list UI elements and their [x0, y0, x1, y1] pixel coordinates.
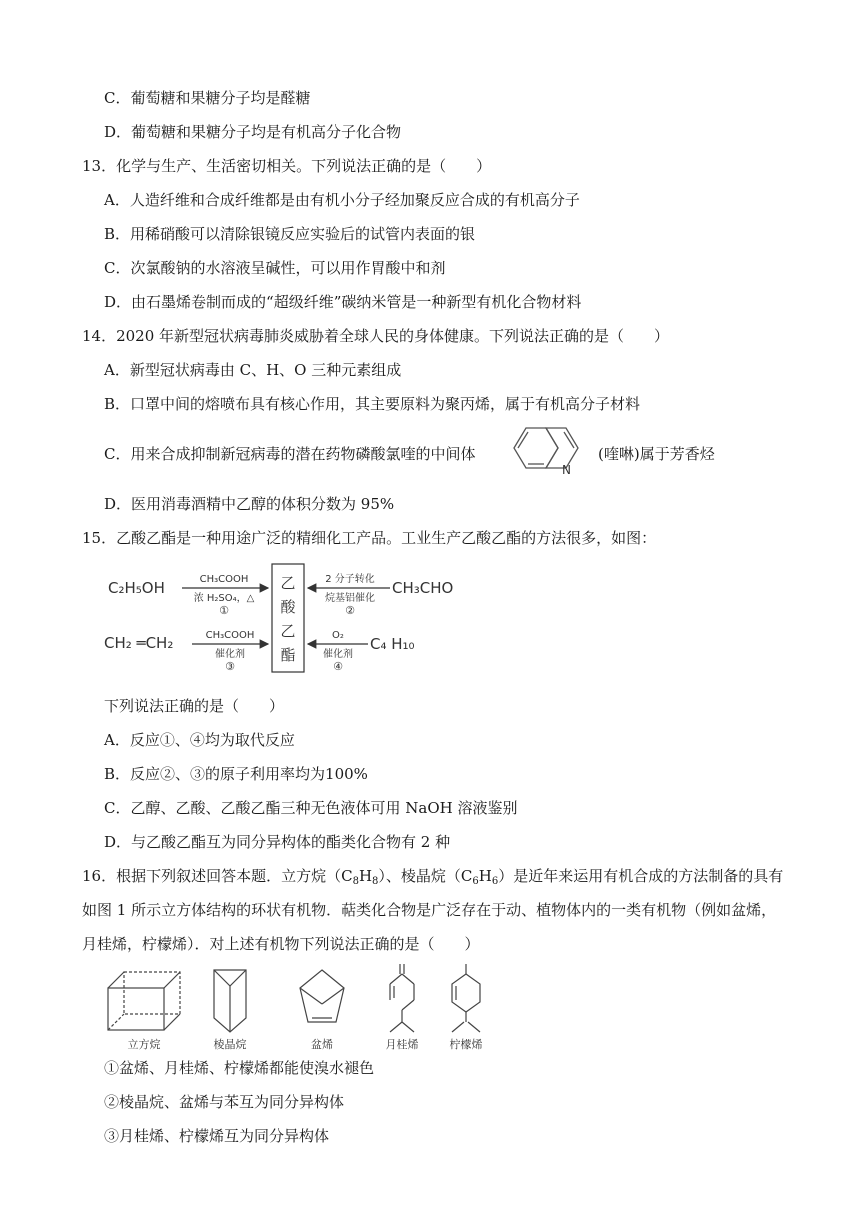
arrow-2-top: 2 分子转化	[325, 574, 375, 585]
arrow-1-top: CH₃COOH	[199, 574, 249, 585]
q15-option-d: D．与乙酸乙酯互为同分异构体的酯类化合物有 2 种	[104, 833, 451, 851]
q15-stem: 15．乙酸乙酯是一种用途广泛的精细化工产品。工业生产乙酸乙酯的方法很多，如图：	[82, 529, 657, 547]
q16-statement-2: ②棱晶烷、盆烯与苯互为同分异构体	[104, 1093, 345, 1111]
q16-stem-line-1: 16．根据下列叙述回答本题．立方烷$(C_8H_8)$、棱晶烷$(C_6H_6)$是近年来运用有机合成的方法制备的具有	[82, 867, 784, 887]
q12-option-c: C．葡萄糖和果糖分子均是醛糖	[104, 89, 311, 107]
cubane-structure	[108, 972, 180, 1030]
reactant-acetaldehyde: CH₃CHO	[392, 579, 454, 597]
reactant-butane: C₄ H₁₀	[370, 635, 415, 653]
product-char-3: 乙	[280, 622, 296, 640]
q16-stem-line-2: 如图 1 所示立方体结构的环状有机物．萜类化合物是广泛存在于动、植物体内的一类有机物（例如盆烯，	[82, 901, 777, 919]
q13-stem: 13．化学与生产、生活密切相关。下列说法正确的是（ ）	[82, 157, 492, 175]
q14-option-c-suffix: (喹啉)属于芳香烃	[598, 445, 715, 463]
prismane-structure	[214, 970, 246, 1032]
q15-prompt: 下列说法正确的是（ ）	[104, 697, 285, 715]
label-prismane: 棱晶烷	[213, 1038, 247, 1051]
quinoline-n-label: N	[562, 463, 571, 477]
arrow-1-bottom: 浓 H₂SO₄，△	[193, 593, 255, 604]
arrow-3-top: CH₃COOH	[205, 630, 255, 641]
label-myrcene: 月桂烯	[385, 1038, 419, 1051]
arrow-3-bottom: 催化剂	[215, 649, 245, 660]
product-char-2: 酸	[280, 598, 296, 616]
benzvalene-structure	[300, 970, 344, 1022]
arrow-4-top: O₂	[332, 630, 344, 641]
q14-option-b: B．口罩中间的熔喷布具有核心作用，其主要原料为聚丙烯，属于有机高分子材料	[104, 395, 641, 413]
arrow-1-number: ①	[219, 604, 229, 617]
arrow-3-number: ③	[225, 660, 235, 673]
quinoline-structure	[506, 418, 586, 478]
q15-option-c: C．乙醇、乙酸、乙酸乙酯三种无色液体可用 NaOH 溶液鉴别	[104, 799, 518, 817]
arrow-2-number: ②	[345, 604, 355, 617]
q15-option-a: A．反应①、④均为取代反应	[104, 731, 295, 749]
terpene-structures-figure	[100, 960, 500, 1052]
q16-statement-1: ①盆烯、月桂烯、柠檬烯都能使溴水褪色	[104, 1059, 375, 1077]
limonene-structure	[452, 964, 480, 1032]
q14-stem: 14．2020 年新型冠状病毒肺炎威胁着全球人民的身体健康。下列说法正确的是（ ）	[82, 327, 670, 345]
q16-statement-3: ③月桂烯、柠檬烯互为同分异构体	[104, 1127, 330, 1145]
q15-option-b: B．反应②、③的原子利用率均为100%	[104, 765, 368, 783]
q13-option-b: B．用稀硝酸可以清除银镜反应实验后的试管内表面的银	[104, 225, 476, 243]
label-limonene: 柠檬烯	[449, 1038, 483, 1051]
arrow-2-bottom: 烷基铝催化	[325, 593, 375, 604]
q14-option-d: D．医用消毒酒精中乙醇的体积分数为 95%	[104, 495, 395, 513]
reactant-ethylene: CH₂ ═CH₂	[104, 634, 174, 652]
q13-option-d: D．由石墨烯卷制而成的“超级纤维”碳纳米管是一种新型有机化合物材料	[104, 293, 582, 311]
q13-option-a: A．人造纤维和合成纤维都是由有机小分子经加聚反应合成的有机高分子	[104, 191, 580, 209]
product-char-4: 酯	[280, 646, 296, 664]
arrow-4-bottom: 催化剂	[323, 649, 353, 660]
q13-option-c: C．次氯酸钠的水溶液呈碱性，可以用作胃酸中和剂	[104, 259, 446, 277]
label-cubane: 立方烷	[127, 1038, 161, 1051]
ethyl-acetate-scheme	[100, 560, 470, 680]
q14-option-c-prefix: C．用来合成抑制新冠病毒的潜在药物磷酸氯喹的中间体	[104, 445, 476, 463]
myrcene-structure	[390, 964, 414, 1032]
arrow-4-number: ④	[333, 660, 343, 673]
reactant-ethanol: C₂H₅OH	[108, 579, 165, 597]
label-benzvalene: 盆烯	[311, 1038, 333, 1051]
product-char-1: 乙	[280, 574, 296, 592]
q14-option-a: A．新型冠状病毒由 C、H、O 三种元素组成	[104, 361, 402, 379]
q12-option-d: D．葡萄糖和果糖分子均是有机高分子化合物	[104, 123, 402, 141]
q16-stem-line-3: 月桂烯，柠檬烯）．对上述有机物下列说法正确的是（ ）	[82, 935, 480, 953]
